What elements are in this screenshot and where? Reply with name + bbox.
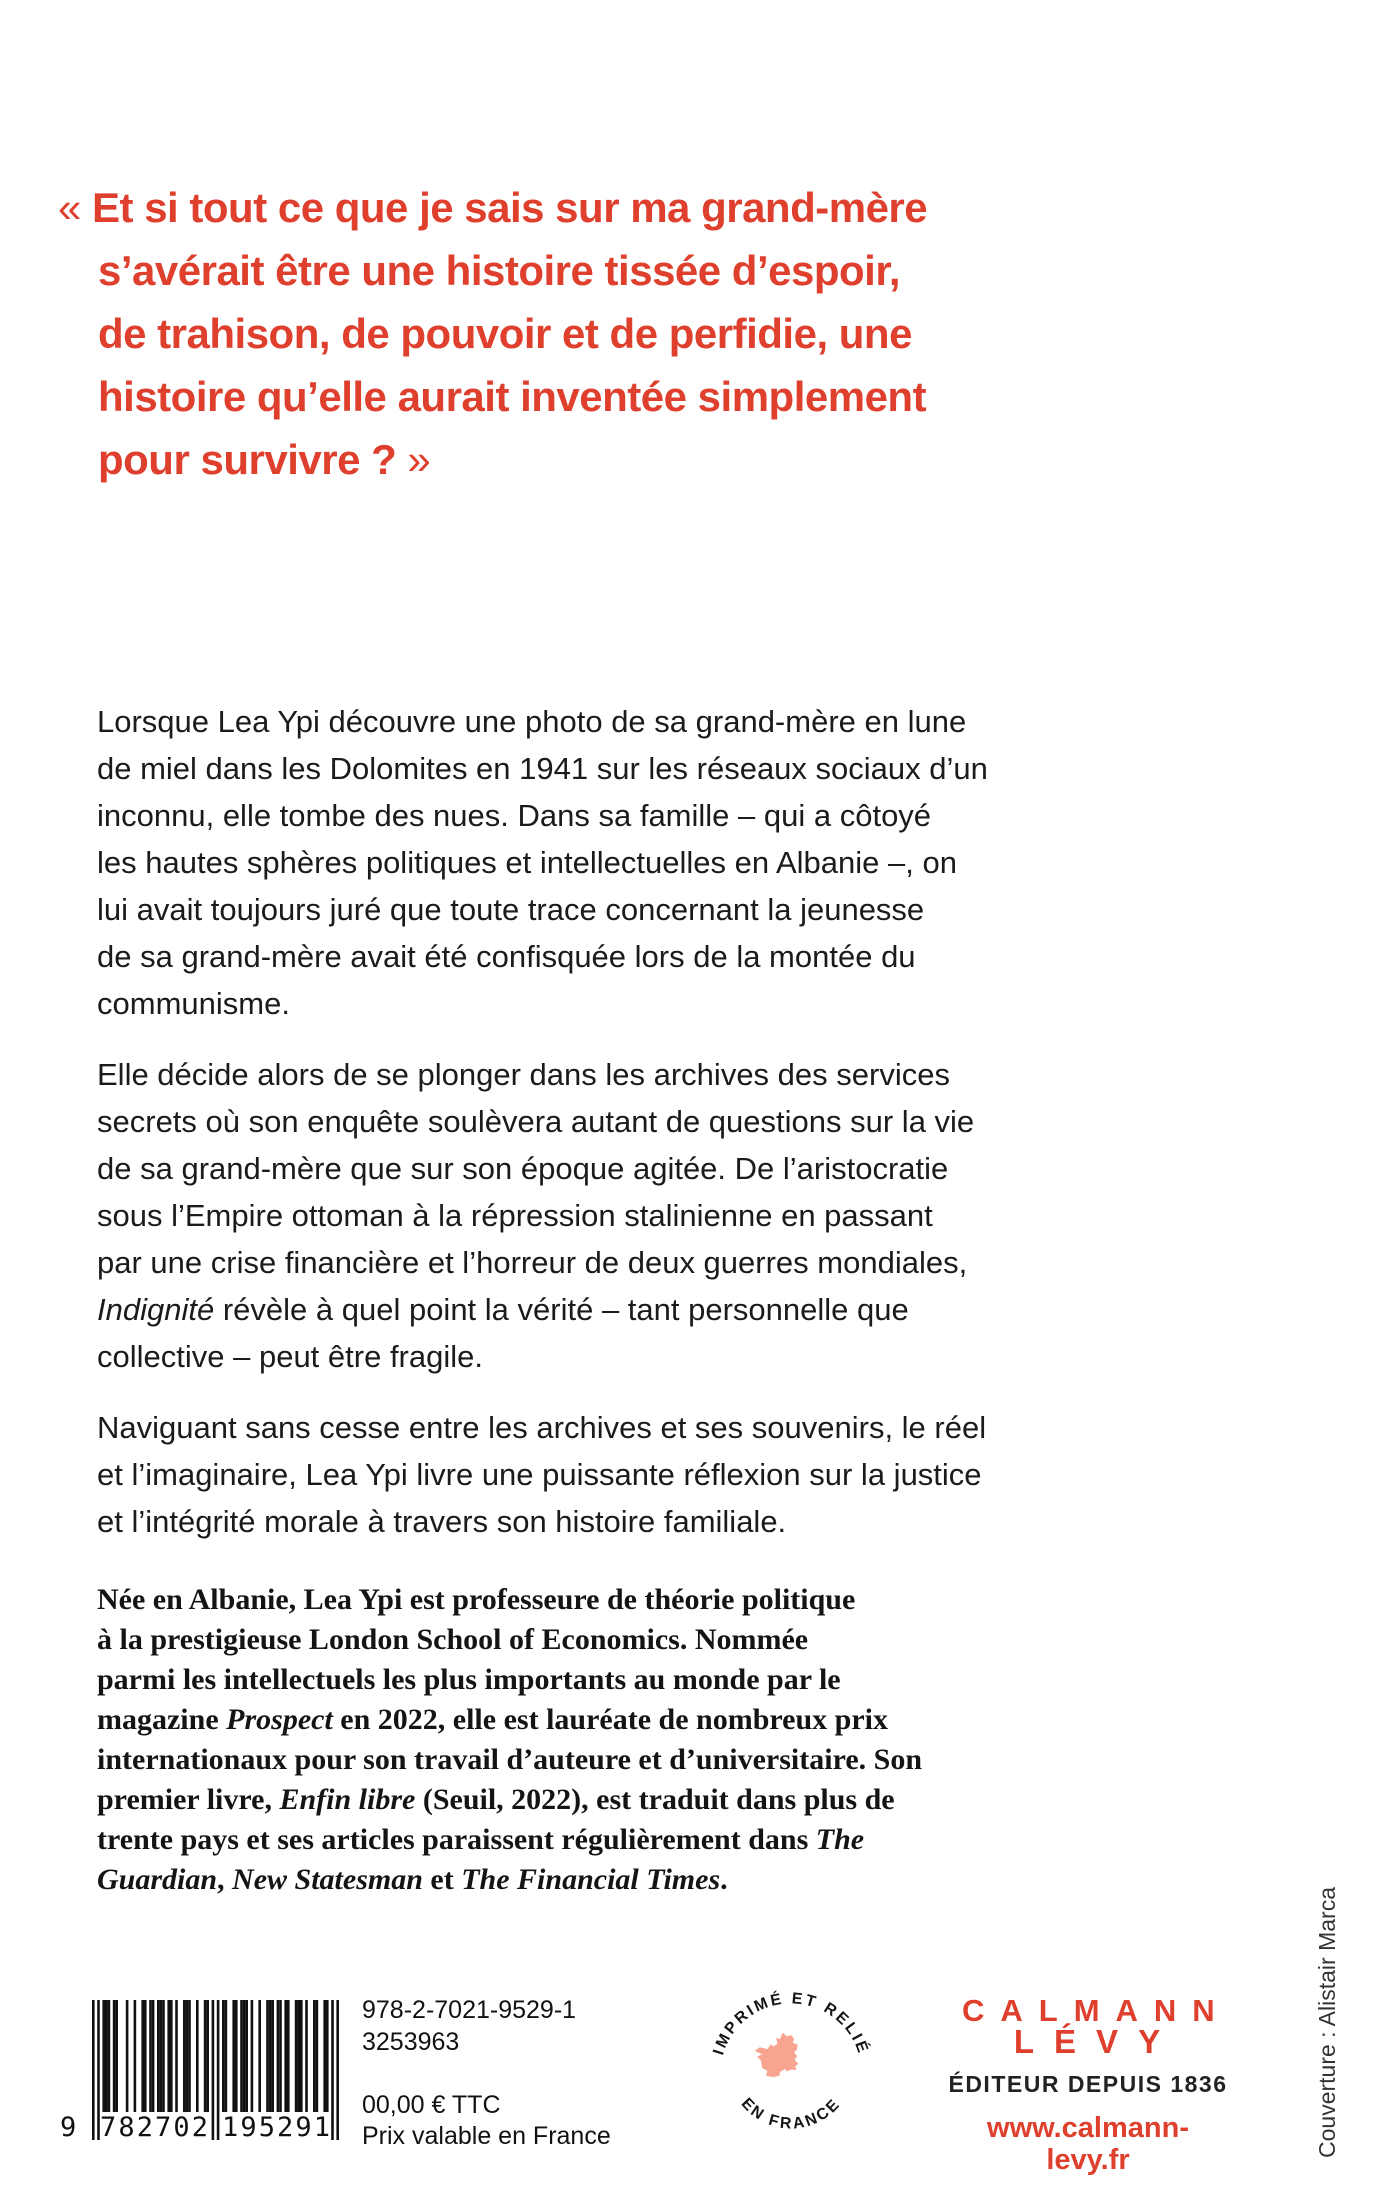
text-line: internationaux pour son travail d’auteure et d’universitaire. Son — [97, 1743, 923, 1776]
synopsis — [97, 698, 988, 1569]
author-bio — [97, 1580, 922, 1900]
text-line: de miel dans les Dolomites en 1941 sur les réseaux sociaux d’un — [97, 751, 988, 786]
cover-credit: Couverture : Alistair Marca — [1314, 1887, 1340, 2158]
text-line: de sa grand-mère avait été confisquée lors de la montée du — [97, 939, 916, 974]
text-line: trente pays et ses articles paraissent régulièrement dans The — [97, 1823, 865, 1856]
pull-quote — [58, 176, 927, 491]
text-line: lui avait toujours juré que toute trace concernant la jeunesse — [97, 892, 925, 927]
text-line: de trahison, de pouvoir et de perfidie, une — [98, 310, 912, 357]
publisher-website-link[interactable]: www.calmann-levy.fr — [987, 2112, 1189, 2176]
text-line: à la prestigieuse London School of Economics. Nommée — [97, 1623, 809, 1656]
text-line: parmi les intellectuels les plus importants au monde par le — [97, 1663, 841, 1696]
text-line: Lorsque Lea Ypi découvre une photo de sa grand-mère en lune — [97, 704, 967, 739]
synopsis-paragraph-1 — [97, 698, 988, 1027]
text-line: inconnu, elle tombe des nues. Dans sa famille – qui a côtoyé — [97, 798, 932, 833]
france-map-icon — [706, 1984, 876, 2154]
text-line: pour survivre ? » — [98, 436, 431, 483]
svg-text:EN FRANCE: EN FRANCE — [737, 2095, 845, 2133]
text-line: Naviguant sans cesse entre les archives et ses souvenirs, le réel — [97, 1410, 987, 1445]
price-block — [362, 2090, 611, 2152]
text-line: s’avérait être une histoire tissée d’espoir, — [98, 247, 901, 294]
text-line: et l’imaginaire, Lea Ypi livre une puissante réflexion sur la justice — [97, 1457, 982, 1492]
barcode-digit-group-1: 7 8 2 7 0 2 — [100, 2112, 208, 2143]
price: 00,00 € TTC — [362, 2091, 501, 2119]
text-line: Elle décide alors de se plonger dans les archives des services — [97, 1057, 950, 1092]
publisher-tagline: ÉDITEUR DEPUIS 1836 — [948, 2071, 1228, 2097]
text-line: magazine Prospect en 2022, elle est lauréate de nombreux prix — [97, 1703, 888, 1736]
text-line: collective – peut être fragile. — [97, 1339, 483, 1374]
text-line: Guardian, New Statesman et The Financial Times. — [97, 1863, 728, 1896]
text-line: secrets où son enquête soulèvera autant de questions sur la vie — [97, 1104, 975, 1139]
isbn-number: 978-2-7021-9529-1 — [362, 1996, 577, 2024]
text-line: « Et si tout ce que je sais sur ma grand-mère — [58, 184, 928, 231]
product-code: 3253963 — [362, 2028, 460, 2056]
text-line: premier livre, Enfin libre (Seuil, 2022), est traduit dans plus de — [97, 1783, 895, 1816]
printed-in-france-stamp — [706, 1984, 876, 2154]
price-note: Prix valable en France — [362, 2122, 611, 2150]
svg-text:IMPRIMÉ ET RELIÉ: IMPRIMÉ ET RELIÉ — [710, 1990, 872, 2058]
publisher-logo-line2: LÉVY — [1013, 2023, 1181, 2060]
publisher-block — [948, 1993, 1231, 2176]
synopsis-paragraph-3 — [97, 1404, 988, 1545]
isbn-block — [362, 1994, 576, 2058]
text-line: Née en Albanie, Lea Ypi est professeure de théorie politique — [97, 1583, 856, 1616]
ean13-barcode — [58, 2000, 358, 2160]
synopsis-paragraph-2 — [97, 1051, 988, 1380]
barcode-digit-first: 9 — [60, 2112, 77, 2143]
text-line: histoire qu’elle aurait inventée simplement — [98, 373, 927, 420]
barcode-digit-group-2: 1 9 5 2 9 1 — [222, 2112, 330, 2143]
text-line: de sa grand-mère que sur son époque agitée. De l’aristocratie — [97, 1151, 949, 1186]
text-line: communisme. — [97, 986, 290, 1021]
text-line: et l’intégrité morale à travers son histoire familiale. — [97, 1504, 787, 1539]
text-line: Indignité révèle à quel point la vérité – tant personnelle que — [97, 1292, 909, 1327]
text-line: les hautes sphères politiques et intellectuelles en Albanie –, on — [97, 845, 957, 880]
publisher-logo-line1: CALMANN — [962, 1993, 1231, 2028]
text-line: par une crise financière et l’horreur de deux guerres mondiales, — [97, 1245, 968, 1280]
text-line: sous l’Empire ottoman à la répression stalinienne en passant — [97, 1198, 933, 1233]
